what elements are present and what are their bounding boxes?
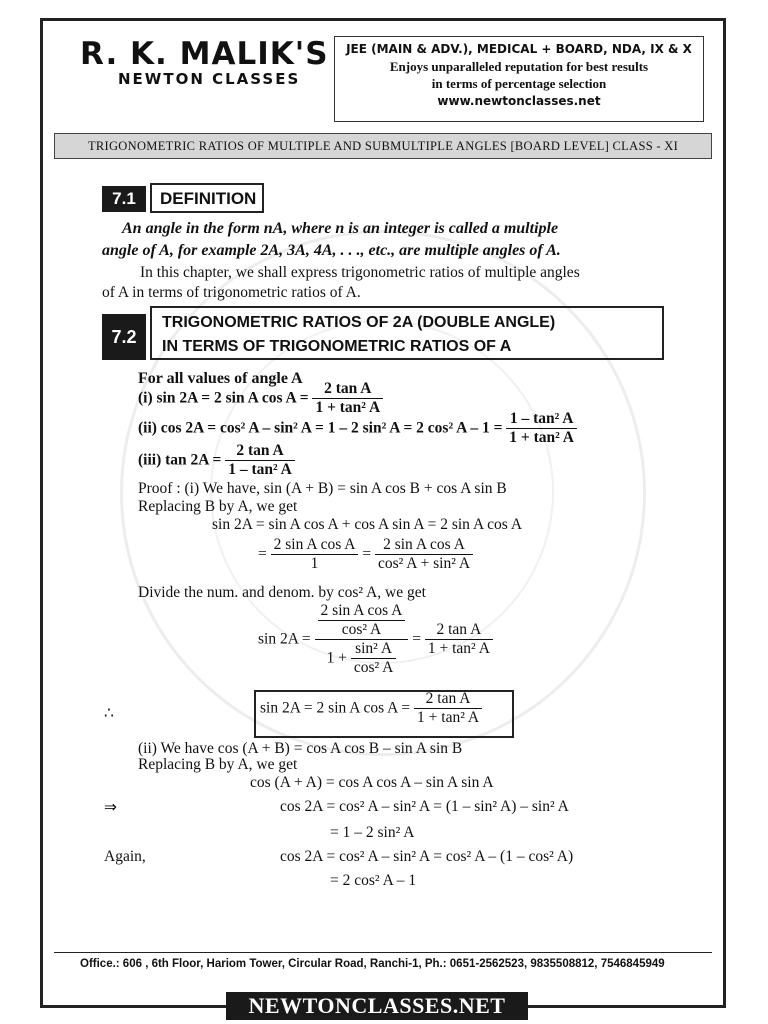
equation-compound-fraction xyxy=(258,602,493,677)
fraction-denominator: 1 + tan² A xyxy=(417,709,480,726)
fraction-denominator: 1 – tan² A xyxy=(228,461,292,478)
fraction-numerator: 2 tan A xyxy=(225,442,295,461)
section-title-double-angle xyxy=(150,306,664,360)
inner-fraction xyxy=(351,640,397,677)
definition-line-4: of A in terms of trigonometric ratios of A. xyxy=(102,284,361,301)
header-website[interactable]: www.newtonclasses.net xyxy=(437,94,601,108)
compound-fraction xyxy=(315,602,409,677)
ii-we-have: (ii) We have cos (A + B) = cos A cos B – sin A sin B xyxy=(138,740,463,757)
fraction-denominator: cos² A xyxy=(341,621,382,638)
definition-line-2: angle of A, for example 2A, 3A, 4A, . . ., etc., are multiple angles of A. xyxy=(102,242,561,259)
equation-cos2a-3: cos 2A = cos² A – sin² A = cos² A – (1 – cos² A) xyxy=(280,848,574,865)
fraction-numerator: 2 tan A xyxy=(425,621,493,640)
compound-denominator xyxy=(315,640,409,677)
formula-iii-lhs: (iii) tan 2A = xyxy=(138,451,222,469)
inner-fraction xyxy=(318,602,406,639)
fraction-numerator: 2 sin A cos A xyxy=(318,602,406,621)
brand-name: R. K. MALIK'S xyxy=(80,36,329,72)
equals-sign: = xyxy=(258,545,267,563)
formula-ii-fraction xyxy=(506,410,577,447)
definition-line-3: In this chapter, we shall express trigonometric ratios of multiple angles xyxy=(140,264,580,281)
fraction-numerator: 1 – tan² A xyxy=(506,410,577,429)
again-label: Again, xyxy=(104,848,146,865)
section-number-7-2: 7.2 xyxy=(102,314,146,360)
fraction-denominator: 1 + tan² A xyxy=(509,429,575,446)
chapter-title-bar: TRIGONOMETRIC RATIOS OF MULTIPLE AND SUBMULTIPLE ANGLES [BOARD LEVEL] CLASS - XI xyxy=(54,133,712,159)
section-title-line-1: TRIGONOMETRIC RATIOS OF 2A (DOUBLE ANGLE) xyxy=(162,314,556,331)
header-info-box xyxy=(334,36,704,122)
fraction-numerator: 2 tan A xyxy=(312,380,383,399)
formula-ii-lhs: (ii) cos 2A = cos² A – sin² A = 1 – 2 sin² A = 2 cos² A – 1 = xyxy=(138,419,503,437)
fraction-numerator: 2 sin A cos A xyxy=(271,536,359,555)
fraction-denominator: 1 xyxy=(310,555,319,572)
section-number-7-1: 7.1 xyxy=(102,186,146,212)
fraction-over-identity xyxy=(375,536,473,573)
equation-cos2a-4: = 2 cos² A – 1 xyxy=(330,872,417,889)
fraction-denominator: cos² A + sin² A xyxy=(377,555,471,572)
formula-iii xyxy=(138,442,295,479)
fraction-denominator: 1 + tan² A xyxy=(427,640,490,657)
divide-line: Divide the num. and denom. by cos² A, we get xyxy=(138,584,426,601)
equals-sign: = xyxy=(412,630,421,648)
footer-divider xyxy=(54,952,712,953)
proof-line: Proof : (i) We have, sin (A + B) = sin A cos B + cos A sin B xyxy=(138,480,507,497)
equation-sin2a-expand: sin 2A = sin A cos A + cos A sin A = 2 sin A cos A xyxy=(212,516,523,533)
website-tag[interactable]: NEWTONCLASSES.NET xyxy=(226,992,528,1020)
boxed-fraction xyxy=(414,690,482,727)
sin2a-label: sin 2A = xyxy=(258,630,311,648)
equals-sign: = xyxy=(362,545,372,563)
therefore-symbol: ∴ xyxy=(104,705,114,722)
implies-symbol: ⇒ xyxy=(104,799,117,816)
brand-sub: NEWTON CLASSES xyxy=(118,70,301,88)
section-title-definition: DEFINITION xyxy=(150,183,264,213)
one-plus: 1 + xyxy=(326,649,347,667)
fraction-denominator: cos² A xyxy=(353,659,394,676)
equation-cos2a-2: = 1 – 2 sin² A xyxy=(330,824,415,841)
equation-sin2a-fraction xyxy=(258,536,473,573)
brand-logo xyxy=(80,36,329,88)
fraction-numerator: 2 sin A cos A xyxy=(375,536,473,555)
footer-address: Office.: 606 , 6th Floor, Hariom Tower, Circular Road, Ranchi-1, Ph.: 0651-2562523, 9835508812, 7546845949 xyxy=(80,958,665,970)
compound-numerator xyxy=(315,602,409,640)
for-all-values: For all values of angle A xyxy=(138,370,303,387)
fraction-numerator: sin² A xyxy=(351,640,397,659)
header-reputation: Enjoys unparalleled reputation for best results xyxy=(389,59,649,74)
fraction-over-one xyxy=(271,536,359,573)
header-selection: in terms of percentage selection xyxy=(431,76,607,91)
header-courses: JEE (MAIN & ADV.), MEDICAL + BOARD, NDA, IX & X xyxy=(346,42,692,56)
fraction-denominator: 1 + tan² A xyxy=(315,399,381,416)
boxed-lhs: sin 2A = 2 sin A cos A = xyxy=(260,699,411,717)
section-title-line-2: IN TERMS OF TRIGONOMETRIC RATIOS OF A xyxy=(162,338,512,355)
definition-line-1: An angle in the form nA, where n is an integer is called a multiple xyxy=(122,220,559,237)
formula-i-lhs: (i) sin 2A = 2 sin A cos A = xyxy=(138,389,309,407)
equation-cos-a-plus-a: cos (A + A) = cos A cos A – sin A sin A xyxy=(250,774,494,791)
fraction-numerator: 2 tan A xyxy=(414,690,482,709)
equation-cos2a-1: cos 2A = cos² A – sin² A = (1 – sin² A) – sin² A xyxy=(280,798,569,815)
formula-iii-fraction xyxy=(225,442,295,479)
tan-fraction xyxy=(425,621,493,658)
replacing-line-2: Replacing B by A, we get xyxy=(138,756,298,773)
replacing-line-1: Replacing B by A, we get xyxy=(138,498,298,515)
boxed-result-content xyxy=(260,690,482,727)
